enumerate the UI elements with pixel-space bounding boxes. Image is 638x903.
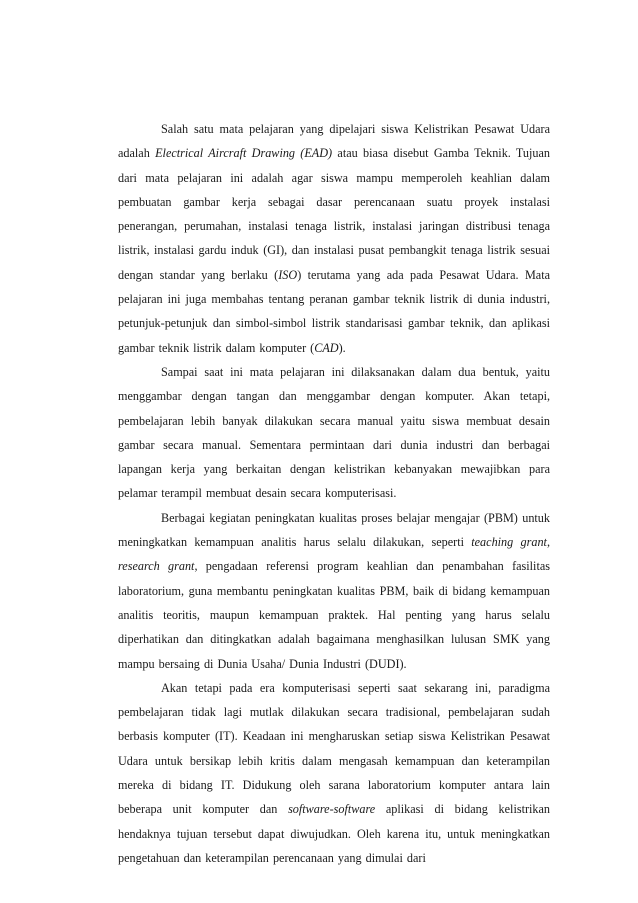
text-run: Berbagai kegiatan peningkatan kualitas proses belajar mengajar (PBM) untuk meningkatkan kemampuan analitis harus selalu dilakukan, seperti [118,510,550,550]
paragraph-3 [118,506,550,676]
text-run: Sampai saat ini mata pelajaran ini dilaksanakan dalam dua bentuk, yaitu menggambar dengan tangan dan menggambar dengan komputer. Akan tetapi, pembelajaran lebih banyak dilakukan secara manual yaitu siswa membuat desain gambar secara manual. Sementara permintaan dari dunia industri dan berbagai lapangan kerja yang berkaitan dengan kelistrikan kebanyakan mewajibkan para pelamar terampil membuat desain secara komputerisasi. [118,364,550,501]
italic-term-cad: CAD [314,340,339,355]
text-run: ). [338,340,346,355]
text-run: aplikasi di bidang kelistrikan hendaknya tujuan tersebut dapat diwujudkan. Oleh karena itu, untuk meningkatkan pengetahuan dan keterampilan perencanaan yang dimulai dari [118,802,550,865]
paragraph-2 [118,360,550,506]
document-page [118,117,550,870]
text-run: ) terutama yang ada pada Pesawat Udara. Mata pelajaran ini juga membahas tentang peranan gambar teknik listrik di dunia industri, petunjuk-petunjuk dan simbol-simbol listrik standarisasi gambar teknik, dan aplikasi gambar teknik listrik dalam komputer ( [118,267,550,355]
paragraph-4 [118,676,550,870]
text-run: Salah satu mata pelajaran yang dipelajari siswa Kelistrikan Pesawat Udara adalah [118,122,550,161]
paragraph-1 [118,117,550,360]
italic-term-research-grant: research grant [118,559,195,574]
italic-term-ead: Electrical Aircraft Drawing (EAD) [155,146,333,161]
italic-term-teaching-grant: teaching grant [471,535,547,550]
text-run: , [546,535,550,550]
italic-term-software: software-software [288,802,376,817]
italic-term-iso: ISO [278,267,298,282]
text-run: Akan tetapi pada era komputerisasi seperti saat sekarang ini, paradigma pembelajaran tidak lagi mutlak dilakukan secara tradisional, pembelajaran sudah berbasis komputer (IT). Keadaan ini mengharuskan setiap siswa Kelistrikan Pesawat Udara untuk bersikap lebih kritis dalam mengasah kemampuan dan keterampilan mereka di bidang IT. Didukung oleh sarana laboratorium komputer antara lain beberapa unit komputer dan [118,680,550,817]
text-run: atau biasa disebut Gamba Teknik. Tujuan dari mata pelajaran ini adalah agar siswa mampu memperoleh keahlian dalam pembuatan gambar kerja sebagai dasar perencanaan suatu proyek instalasi penerangan, perumahan, instalasi tenaga listrik, instalasi jaringan distribusi tenaga listrik, instalasi gardu induk (GI), dan instalasi pusat pembangkit tenaga listrik sesuai dengan standar yang berlaku ( [118,146,551,282]
text-run: , pengadaan referensi program keahlian dan penambahan fasilitas laboratorium, guna membantu peningkatan kualitas PBM, baik di bidang kemampuan analitis teoritis, maupun kemampuan praktek. Hal penting yang harus selalu diperhatikan dan ditingkatkan adalah bagaimana menghasilkan lulusan SMK yang mampu bersaing di Dunia Usaha/ Dunia Industri (DUDI). [118,559,550,671]
